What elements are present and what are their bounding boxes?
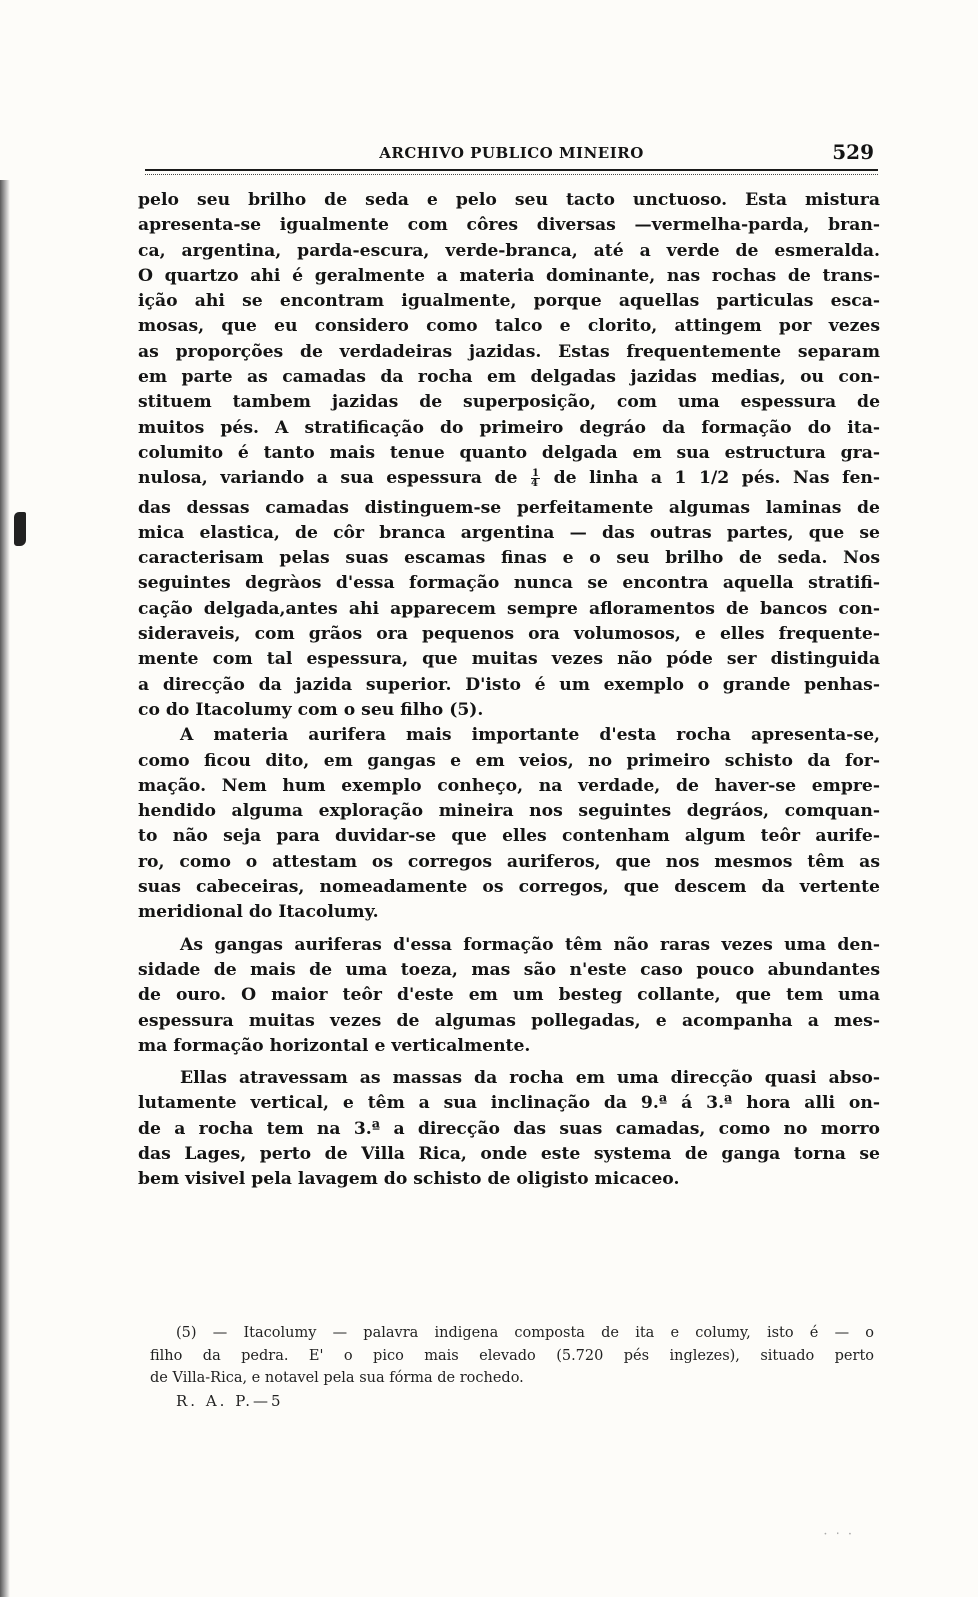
text-line: cação delgada,antes ahi apparecem sempre afloramentos de bancos con- [138,598,880,619]
header-title: ARCHIVO PUBLICO MINEIRO [379,144,644,162]
text-line: hendido alguma exploração mineira nos seguintes degráos, comquan- [138,801,880,822]
text-line: caracterisam pelas suas escamas finas e o seu brilho de seda. Nos [138,548,880,569]
fraction-line-after: de linha a 1 1/2 pés. Nas fen- [553,468,881,489]
paragraph-2 [138,723,880,925]
fraction [531,469,540,488]
text-line: de ouro. O maior teôr d'este em um besteg collante, que tem uma [138,985,880,1006]
text-line: pelo seu brilho de seda e pelo seu tacto unctuoso. Esta mistura [138,190,880,210]
text-line: apresenta-se igualmente com côres diversas —vermelha-parda, bran- [138,215,880,236]
paragraph-1 [138,188,880,723]
text-line: suas cabeceiras, nomeadamente os corregos, que descem da vertente [138,877,880,898]
footnote-line: (5) — Itacolumy — palavra indigena composta de ita e columy, isto é — o [176,1325,874,1341]
fraction-numerator: 1 [532,468,539,480]
text-line: sidade de mais de uma toeza, mas são n'este caso pouco abundantes [138,959,880,980]
footnote-line: de Villa-Rica, e notavel pela sua fórma de rochedo. [150,1370,524,1386]
body-text [138,188,880,1193]
text-line: to não seja para duvidar-se que elles contenham algum teôr aurife- [138,826,880,847]
paragraph-3 [138,933,880,1059]
text-line: espessura muitas vezes de algumas pollegadas, e acompanha a mes- [138,1010,880,1031]
text-line: muitos pés. A stratificação do primeiro degráo da formação do ita- [138,417,880,438]
text-line: ca, argentina, parda-escura, verde-branca, até a verde de esmeralda. [138,240,880,261]
text-line: mica elastica, de côr branca argentina — das outras partes, que se [138,522,880,543]
header-rule [145,169,878,175]
text-line: mosas, que eu considero como talco e clorito, attingem por vezes [138,316,880,337]
text-line: as proporções de verdadeiras jazidas. Estas frequentemente separam [138,341,880,362]
text-line: Ellas atravessam as massas da rocha em uma direcção quasi abso- [180,1068,880,1089]
text-line: sideraveis, com grãos ora pequenos ora volumosos, e elles frequente- [138,624,880,645]
text-line: columito é tanto mais tenue quanto delgada em sua estructura gra- [138,442,880,463]
text-line: das dessas camadas distinguem-se perfeitamente algumas laminas de [138,497,880,518]
text-line: As gangas auriferas d'essa formação têm não raras vezes uma den- [180,934,880,955]
text-line: das Lages, perto de Villa Rica, onde este systema de ganga torna se [138,1143,880,1164]
text-line-with-fraction [138,466,880,491]
text-line: de a rocha tem na 3.ª a direcção das suas camadas, como no morro [138,1118,880,1139]
text-line: mação. Nem hum exemplo conheço, na verdade, de haver-se empre- [138,775,880,796]
scan-speck: · ‧ · [823,1527,854,1542]
text-line: O quartzo ahi é geralmente a materia dominante, nas rochas de trans- [138,265,880,286]
text-line: mente com tal espessura, que muitas vezes não póde ser distinguida [138,649,880,670]
running-header [145,140,878,176]
paragraph-4 [138,1066,880,1192]
text-line: seguintes degràos d'essa formação nunca se encontra aquella stratifi- [138,573,880,594]
text-line: co do Itacolumy com o seu filho (5). [138,699,484,720]
text-line: como ficou dito, em gangas e em veios, no primeiro schisto da for- [138,750,880,771]
text-line: em parte as camadas da rocha em delgadas jazidas medias, ou con- [138,367,880,388]
text-line: ição ahi se encontram igualmente, porque aquellas particulas esca- [138,291,880,312]
text-line: lutamente vertical, e têm a sua inclinação da 9.ª á 3.ª hora alli on- [138,1093,880,1114]
text-line: ma formação horizontal e verticalmente. [138,1035,531,1056]
page-number: 529 [832,140,874,164]
text-line: stituem tambem jazidas de superposição, com uma espessura de [138,392,880,413]
text-line: bem visivel pela lavagem do schisto de oligisto micaceo. [138,1169,680,1190]
footnote [150,1322,874,1390]
binding-mark [14,512,26,546]
text-line: meridional do Itacolumy. [138,902,379,923]
fraction-line-before: nulosa, variando a sua espessura de [138,468,518,489]
text-line: ro, como o attestam os corregos auriferos, que nos mesmos têm as [138,851,880,872]
footnote-line: filho da pedra. E' o pico mais elevado (5.720 pés inglezes), situado perto [150,1347,874,1364]
text-line: A materia aurifera mais importante d'esta rocha apresenta-se, [180,725,880,746]
signature-mark: R. A. P.—5 [176,1392,284,1410]
text-line: a direcção da jazida superior. D'isto é um exemplo o grande penhas- [138,674,880,695]
page-edge-shadow [0,180,10,1597]
fraction-denominator: 4 [531,478,538,490]
